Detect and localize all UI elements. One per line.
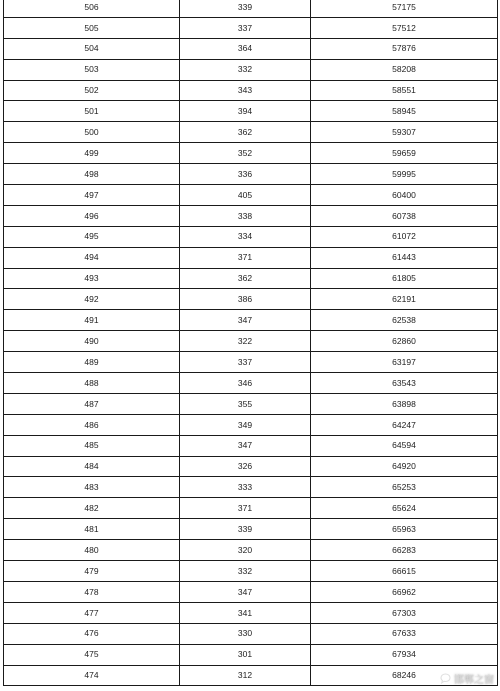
cumulative-cell: 61072	[311, 226, 498, 247]
watermark	[440, 671, 494, 686]
table-row	[4, 602, 498, 623]
score-cell: 485	[4, 435, 180, 456]
cumulative-cell: 57512	[311, 17, 498, 38]
table-row	[4, 414, 498, 435]
score-cell: 474	[4, 665, 180, 686]
count-cell: 347	[180, 310, 311, 331]
cumulative-cell: 57175	[311, 0, 498, 17]
table-row	[4, 644, 498, 665]
table-row	[4, 205, 498, 226]
count-cell: 343	[180, 80, 311, 101]
score-cell: 504	[4, 38, 180, 59]
table-row	[4, 477, 498, 498]
cumulative-cell: 58208	[311, 59, 498, 80]
cumulative-cell: 66283	[311, 540, 498, 561]
score-cell: 501	[4, 101, 180, 122]
cumulative-cell: 62860	[311, 331, 498, 352]
cumulative-cell: 57876	[311, 38, 498, 59]
count-cell: 347	[180, 435, 311, 456]
count-cell: 333	[180, 477, 311, 498]
count-cell: 364	[180, 38, 311, 59]
score-cell: 482	[4, 498, 180, 519]
cumulative-cell: 64247	[311, 414, 498, 435]
score-cell: 493	[4, 268, 180, 289]
score-cell: 489	[4, 352, 180, 373]
count-cell: 341	[180, 602, 311, 623]
table-row	[4, 226, 498, 247]
cumulative-cell: 64920	[311, 456, 498, 477]
score-cell: 503	[4, 59, 180, 80]
table-row	[4, 393, 498, 414]
table-body	[4, 0, 498, 686]
table-row	[4, 456, 498, 477]
cumulative-cell: 67303	[311, 602, 498, 623]
score-cell: 495	[4, 226, 180, 247]
score-table	[3, 0, 498, 686]
count-cell: 371	[180, 498, 311, 519]
score-cell: 498	[4, 164, 180, 185]
table-row	[4, 38, 498, 59]
table-row	[4, 122, 498, 143]
count-cell: 337	[180, 352, 311, 373]
cumulative-cell: 59995	[311, 164, 498, 185]
count-cell: 330	[180, 623, 311, 644]
count-cell: 339	[180, 0, 311, 17]
score-cell: 475	[4, 644, 180, 665]
score-cell: 477	[4, 602, 180, 623]
score-cell: 502	[4, 80, 180, 101]
score-cell: 476	[4, 623, 180, 644]
count-cell: 347	[180, 581, 311, 602]
score-cell: 486	[4, 414, 180, 435]
cumulative-cell: 67633	[311, 623, 498, 644]
count-cell: 332	[180, 561, 311, 582]
score-cell: 480	[4, 540, 180, 561]
cumulative-cell: 65253	[311, 477, 498, 498]
count-cell: 336	[180, 164, 311, 185]
table-row	[4, 143, 498, 164]
count-cell: 334	[180, 226, 311, 247]
table-row	[4, 185, 498, 206]
score-cell: 494	[4, 247, 180, 268]
table-row	[4, 59, 498, 80]
cumulative-cell: 63543	[311, 373, 498, 394]
table-row	[4, 665, 498, 686]
table-row	[4, 540, 498, 561]
cumulative-cell: 59307	[311, 122, 498, 143]
table-row	[4, 373, 498, 394]
score-cell: 506	[4, 0, 180, 17]
cumulative-cell: 68246	[311, 665, 498, 686]
count-cell: 312	[180, 665, 311, 686]
score-cell: 478	[4, 581, 180, 602]
count-cell: 362	[180, 268, 311, 289]
score-cell: 483	[4, 477, 180, 498]
count-cell: 394	[180, 101, 311, 122]
table-row	[4, 247, 498, 268]
count-cell: 339	[180, 519, 311, 540]
cumulative-cell: 63197	[311, 352, 498, 373]
table-row	[4, 17, 498, 38]
score-cell: 497	[4, 185, 180, 206]
score-cell: 479	[4, 561, 180, 582]
cumulative-cell: 65624	[311, 498, 498, 519]
table-row	[4, 0, 498, 17]
count-cell: 355	[180, 393, 311, 414]
count-cell: 349	[180, 414, 311, 435]
cumulative-cell: 62191	[311, 289, 498, 310]
table-row	[4, 352, 498, 373]
cumulative-cell: 64594	[311, 435, 498, 456]
cumulative-cell: 59659	[311, 143, 498, 164]
table-row	[4, 498, 498, 519]
chat-bubble-icon	[440, 673, 451, 684]
count-cell: 326	[180, 456, 311, 477]
cumulative-cell: 65963	[311, 519, 498, 540]
table-row	[4, 331, 498, 352]
cumulative-cell: 62538	[311, 310, 498, 331]
table-row	[4, 101, 498, 122]
table-row	[4, 519, 498, 540]
score-cell: 505	[4, 17, 180, 38]
score-cell: 492	[4, 289, 180, 310]
score-cell: 496	[4, 205, 180, 226]
table-row	[4, 435, 498, 456]
cumulative-cell: 58945	[311, 101, 498, 122]
cumulative-cell: 67934	[311, 644, 498, 665]
watermark-text: 邯郸之窗	[454, 675, 494, 686]
count-cell: 405	[180, 185, 311, 206]
count-cell: 371	[180, 247, 311, 268]
count-cell: 322	[180, 331, 311, 352]
count-cell: 352	[180, 143, 311, 164]
count-cell: 386	[180, 289, 311, 310]
cumulative-cell: 66615	[311, 561, 498, 582]
cumulative-cell: 60738	[311, 205, 498, 226]
cumulative-cell: 66962	[311, 581, 498, 602]
cumulative-cell: 63898	[311, 393, 498, 414]
table-row	[4, 310, 498, 331]
table-row	[4, 581, 498, 602]
table-row	[4, 268, 498, 289]
score-cell: 500	[4, 122, 180, 143]
count-cell: 337	[180, 17, 311, 38]
score-cell: 487	[4, 393, 180, 414]
count-cell: 362	[180, 122, 311, 143]
count-cell: 301	[180, 644, 311, 665]
count-cell: 320	[180, 540, 311, 561]
score-cell: 481	[4, 519, 180, 540]
score-cell: 490	[4, 331, 180, 352]
cumulative-cell: 58551	[311, 80, 498, 101]
count-cell: 332	[180, 59, 311, 80]
table-row	[4, 561, 498, 582]
table-row	[4, 289, 498, 310]
count-cell: 346	[180, 373, 311, 394]
score-cell: 484	[4, 456, 180, 477]
cumulative-cell: 61805	[311, 268, 498, 289]
count-cell: 338	[180, 205, 311, 226]
table-row	[4, 80, 498, 101]
score-cell: 491	[4, 310, 180, 331]
score-cell: 499	[4, 143, 180, 164]
table-row	[4, 164, 498, 185]
score-cell: 488	[4, 373, 180, 394]
cumulative-cell: 61443	[311, 247, 498, 268]
table-row	[4, 623, 498, 644]
cumulative-cell: 60400	[311, 185, 498, 206]
